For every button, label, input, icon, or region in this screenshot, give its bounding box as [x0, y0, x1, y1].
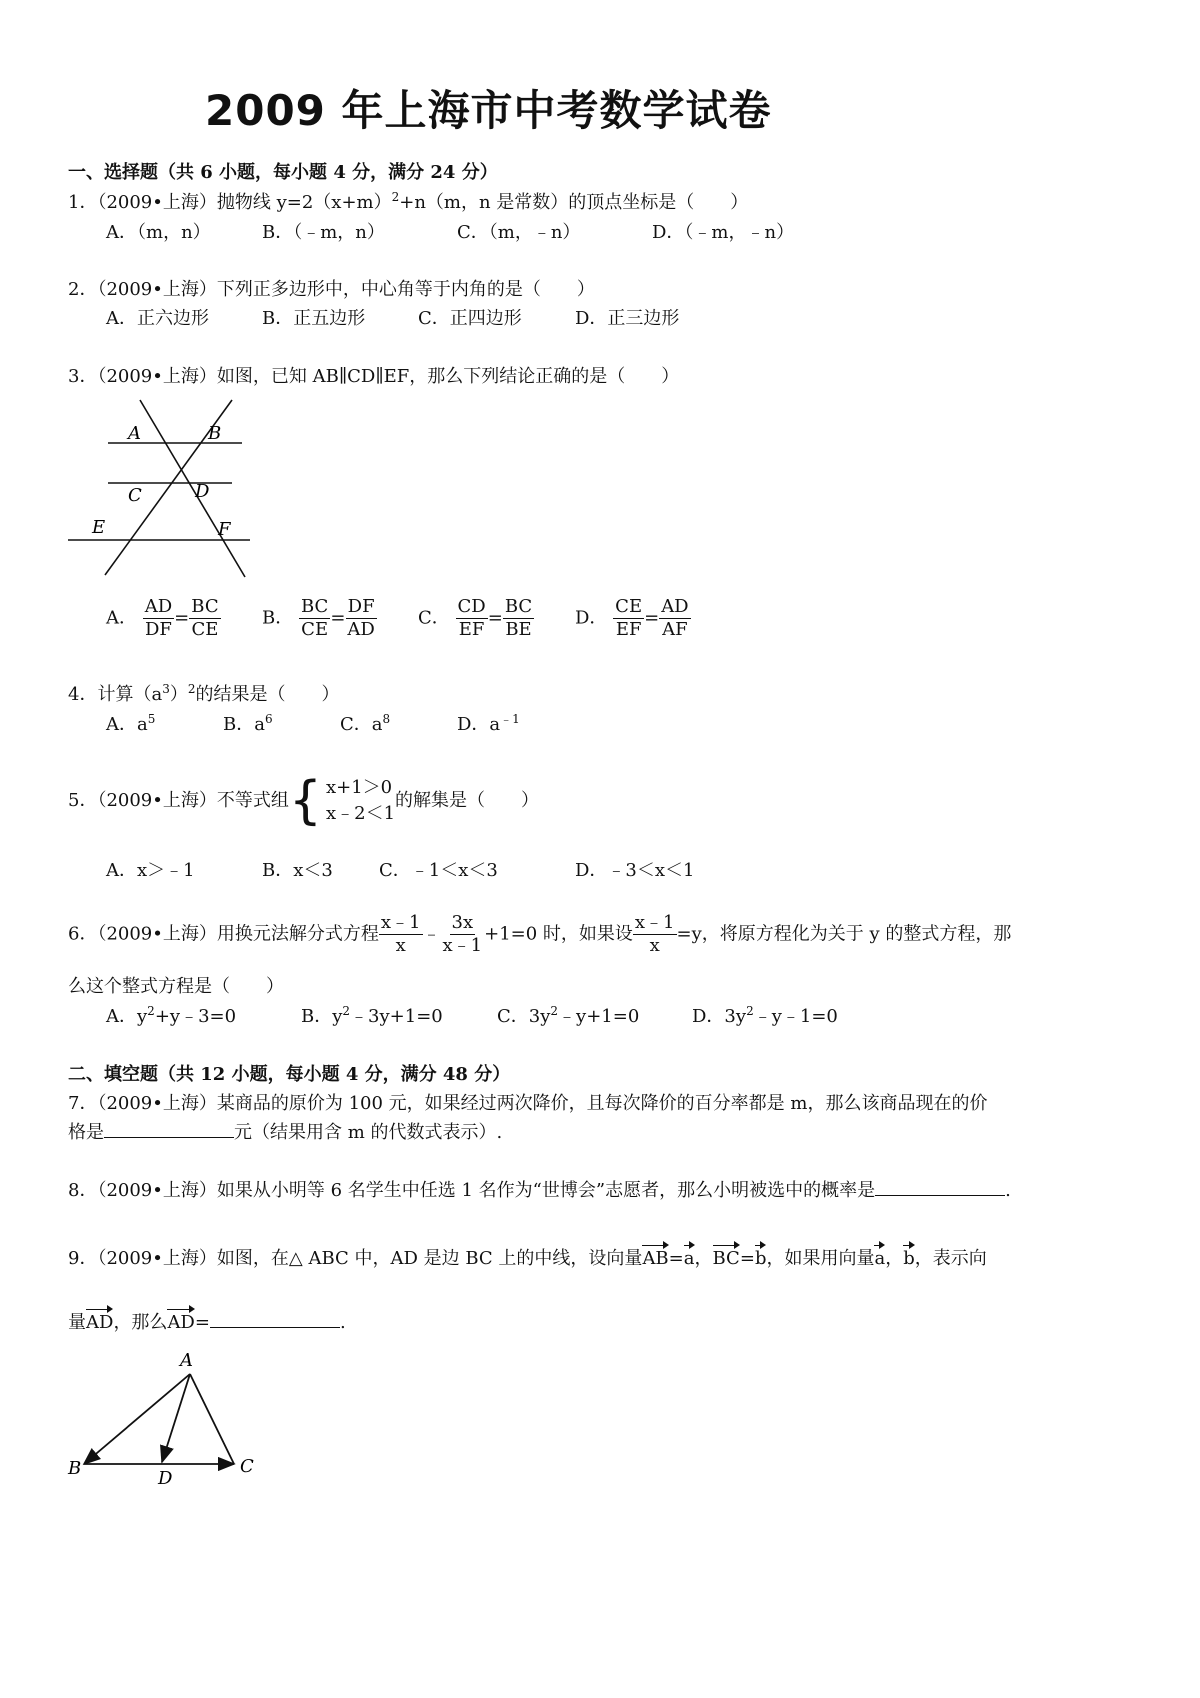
transversal-2 [140, 400, 245, 577]
q6-option-d: D．$3y^2﹣y﹣1=0$ [692, 1004, 838, 1027]
question-4-stem: 4．计算$(a^3)^2$的结果是（ ） [68, 682, 340, 705]
segment-ac [190, 1374, 234, 1464]
q4-option-d: D．$a^{﹣1}$ [457, 712, 520, 735]
question-7-stem-cont: 格是 元（结果用含 m 的代数式表示）. [68, 1118, 502, 1144]
question-1-stem: 1．（2009•上海）抛物线 $y=2(x+m)^2+n(m$，n 是常数）的顶点坐标是（ ） [68, 190, 749, 213]
q6-option-a: A．$y^2+y﹣3=0$ [106, 1004, 237, 1027]
q3-option-a: A． $\frac{AD}{DF}$ = $\frac{BC}{CE}$ [106, 596, 219, 640]
q4-option-a: A．$a^5$ [106, 712, 156, 735]
label-a: A [128, 423, 141, 444]
q1-option-a: A．（m，n） [106, 222, 211, 243]
question-9-stem: 9．（2009•上海）如图，在△ ABC 中，AD 是边 BC 上的中线，设向量AB=a，BC=b，如果用向量a，b，表示向 [68, 1248, 987, 1269]
q7-answer-blank[interactable] [104, 1119, 234, 1138]
q2-option-d: D．正三边形 [575, 308, 680, 329]
q1-option-c: C．（m，﹣n） [457, 222, 581, 243]
q5-option-b: B．x＜3 [262, 860, 333, 881]
question-6-stem: 6．（2009•上海）用换元法解分式方程 $\frac{x﹣1}{x}$ ﹣ $\frac{3x}{x﹣1}$ +1=0 时，如果设 $\frac{x﹣1}{x}$ =y，将原方程化为关于 y 的整式方程，那 [68, 912, 1012, 956]
question-5-stem: 5．（2009•上海）不等式组 { x+1＞0 x﹣2＜1 的解集是（ ） [68, 771, 540, 831]
section-heading-fill: 二、填空题（共 12 小题，每小题 4 分，满分 48 分） [68, 1064, 511, 1085]
q1-option-d: D．（﹣m，﹣n） [652, 222, 795, 243]
q1-option-b: B．（﹣m，n） [262, 222, 385, 243]
label-e: E [92, 517, 106, 538]
q4-option-c: C．$a^8$ [340, 712, 391, 735]
label-d: D [158, 1468, 173, 1489]
question-3-stem: 3．（2009•上海）如图，已知 AB∥CD∥EF，那么下列结论正确的是（ ） [68, 366, 680, 387]
q5-option-a: A．x＞﹣1 [106, 860, 195, 881]
question-6-stem-cont: 么这个整式方程是（ ） [68, 976, 284, 997]
label-b: B [68, 1458, 82, 1479]
q9-triangle-figure [62, 1350, 272, 1490]
vector-ab [84, 1374, 190, 1464]
vector-ad [162, 1374, 190, 1462]
label-c: C [128, 485, 142, 506]
label-c: C [240, 1456, 254, 1477]
question-2-stem: 2．（2009•上海）下列正多边形中，中心角等于内角的是（ ） [68, 279, 595, 300]
label-f: F [218, 519, 231, 540]
q4-option-b: B．$a^6$ [223, 712, 273, 735]
q3-option-c: C． $\frac{CD}{EF}$ = $\frac{BC}{BE}$ [418, 596, 533, 640]
q6-option-b: B．$y^2﹣3y+1=0$ [301, 1004, 443, 1027]
question-7-stem: 7．（2009•上海）某商品的原价为 100 元，如果经过两次降价，且每次降价的百分率都是 m，那么该商品现在的价 [68, 1093, 988, 1114]
q8-answer-blank[interactable] [875, 1177, 1005, 1196]
q5-option-d: D．﹣3＜x＜1 [575, 860, 695, 881]
question-9-stem-cont: 量AD，那么AD= . [68, 1308, 346, 1334]
q5-option-c: C．﹣1＜x＜3 [379, 860, 498, 881]
question-8-stem: 8．（2009•上海）如果从小明等 6 名学生中任选 1 名作为“世博会”志愿者，那么小明被选中的概率是 . [68, 1176, 1011, 1202]
label-b: B [208, 423, 222, 444]
q3-option-b: B． $\frac{BC}{CE}$ = $\frac{DF}{AD}$ [262, 596, 375, 640]
q2-option-b: B．正五边形 [262, 308, 366, 329]
q6-option-c: C．$3y^2﹣y+1=0$ [497, 1004, 640, 1027]
label-a: A [180, 1350, 193, 1371]
q2-option-a: A．正六边形 [106, 308, 209, 329]
section-heading-choice: 一、选择题（共 6 小题，每小题 4 分，满分 24 分） [68, 162, 498, 183]
q3-parallel-lines-figure [60, 395, 260, 585]
label-d: D [195, 481, 210, 502]
q2-option-c: C．正四边形 [418, 308, 522, 329]
q3-option-d: D． $\frac{CE}{EF}$ = $\frac{AD}{AF}$ [575, 596, 689, 640]
q9-answer-blank[interactable] [210, 1309, 340, 1328]
inequality-system: { x+1＞0 x﹣2＜1 [288, 771, 396, 831]
page-title: 2009 年上海市中考数学试卷 [205, 86, 772, 135]
